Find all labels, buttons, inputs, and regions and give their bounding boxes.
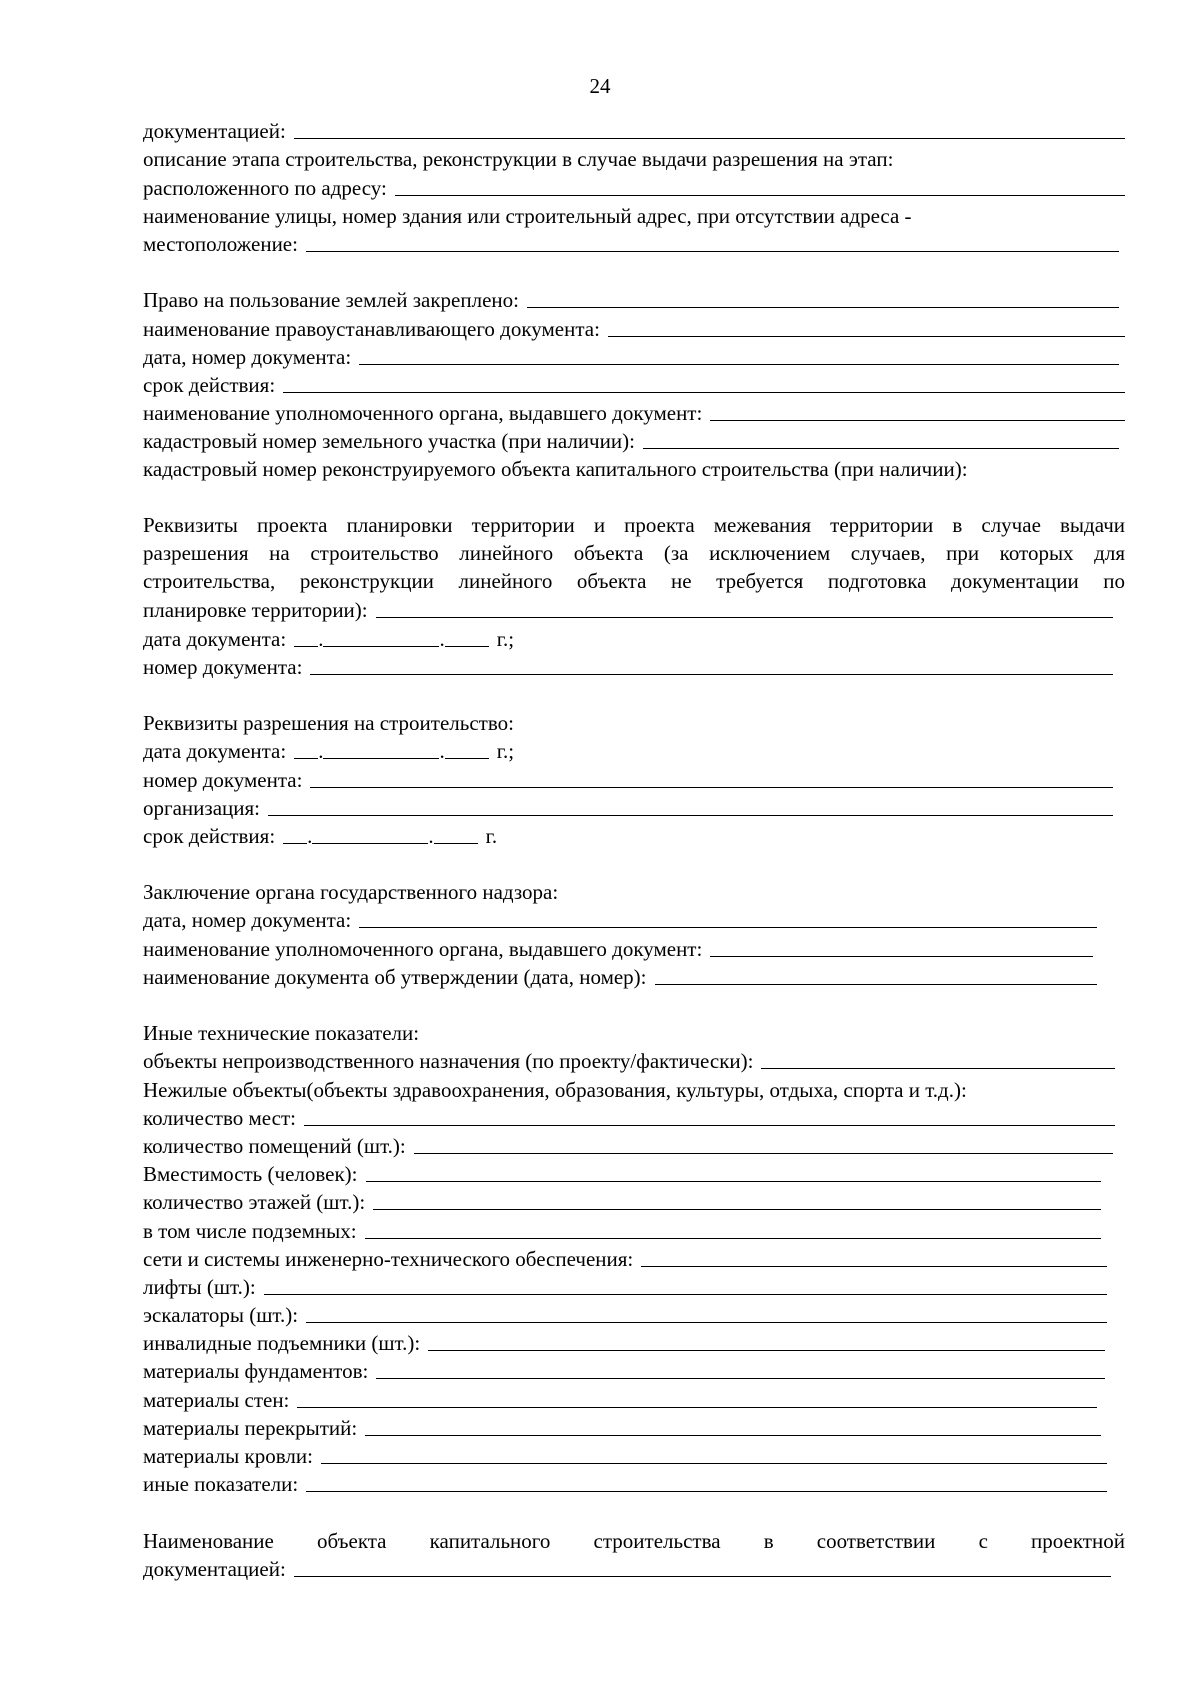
label: кадастровый номер земельного участка (при наличии): (143, 429, 635, 454)
blank-field[interactable] (306, 1471, 1107, 1492)
word: в (763, 1528, 774, 1553)
day-field[interactable] (294, 626, 318, 647)
blank-field[interactable] (373, 1189, 1101, 1210)
label: кадастровый номер реконструируемого объекта капитального строительства (при наличии): (143, 457, 968, 482)
row-cadastral-object (143, 454, 1125, 482)
word: объекта (316, 1528, 387, 1553)
year-field[interactable] (434, 823, 478, 844)
row-supervision-title (143, 877, 1125, 905)
month-field[interactable] (312, 823, 428, 844)
row-street-name (143, 201, 1125, 229)
planning-paragraph-line: строительства, реконструкции линейного объекта не требуется подготовка документации по (143, 569, 1125, 593)
blank-field[interactable] (294, 1556, 1111, 1577)
blank-field[interactable] (321, 1443, 1107, 1464)
label: Вместимость (человек): (143, 1162, 358, 1187)
row-stage-description (143, 144, 1125, 172)
label: дата документа: (143, 626, 287, 651)
label: инвалидные подъемники (шт.): (143, 1331, 421, 1356)
row-floor-materials (143, 1413, 1125, 1441)
label: наименование улицы, номер здания или строительный адрес, при отсутствии адреса - (143, 203, 912, 228)
label: местоположение: (143, 231, 298, 256)
row-authority (143, 398, 1125, 426)
row-walls (143, 1384, 1125, 1412)
blank-field[interactable] (306, 231, 1119, 252)
label: документацией: (143, 1556, 286, 1581)
row-supervision-date-number (143, 905, 1125, 933)
label: объекты непроизводственного назначения (по проекту/фактически): (143, 1049, 754, 1074)
day-field[interactable] (294, 738, 318, 759)
section-title: Реквизиты разрешения на строительство: (143, 711, 514, 736)
label: наименование уполномоченного органа, выдавшего документ: (143, 936, 703, 961)
label: организация: (143, 795, 260, 820)
row-address (143, 172, 1125, 200)
blank-field[interactable] (359, 344, 1119, 365)
row-permit-title (143, 708, 1125, 736)
row-object-name (143, 1525, 1125, 1553)
label: лифты (шт.): (143, 1274, 256, 1299)
row-underground (143, 1215, 1125, 1243)
blank-field[interactable] (365, 1415, 1101, 1436)
row-validity (143, 370, 1125, 398)
row-supervision-authority (143, 933, 1125, 961)
label: срок действия: (143, 823, 276, 848)
row-rooms (143, 1131, 1125, 1159)
word: с (978, 1528, 988, 1553)
label: Нежилые объекты(объекты здравоохранения, образования, культуры, отдыха, спорта и т.д.): (143, 1077, 967, 1102)
blank-field[interactable] (310, 654, 1113, 675)
year-suffix: г. (485, 823, 498, 848)
section-title: Иные технические показатели: (143, 1021, 420, 1046)
label: расположенного по адресу: (143, 175, 387, 200)
row-permit-validity: срок действия: . . г. (143, 823, 498, 848)
blank-field[interactable] (428, 1330, 1105, 1351)
year-suffix: г.; (496, 626, 515, 651)
label: в том числе подземных: (143, 1218, 357, 1243)
row-permit-number (143, 764, 1125, 792)
label: количество помещений (шт.): (143, 1133, 406, 1158)
row-date-number (143, 342, 1125, 370)
row-non-production (143, 1046, 1125, 1074)
row-technical-title (143, 1018, 1125, 1046)
label: сети и системы инженерно-технического обеспечения: (143, 1246, 634, 1271)
row-other (143, 1469, 1125, 1497)
blank-field[interactable] (527, 287, 1119, 308)
label: номер документа: (143, 767, 303, 792)
word: Наименование (143, 1528, 274, 1553)
blank-field[interactable] (655, 964, 1097, 985)
blank-field[interactable] (641, 1246, 1107, 1267)
form-body (143, 116, 1125, 1582)
label: наименование правоустанавливающего документа: (143, 316, 600, 341)
blank-field[interactable] (365, 1218, 1101, 1239)
word: проектной (1031, 1528, 1125, 1553)
row-capacity (143, 1159, 1125, 1187)
row-supervision-approval (143, 962, 1125, 990)
label: номер документа: (143, 654, 303, 679)
label: наименование документа об утверждении (дата, номер): (143, 964, 647, 989)
word: капитального (429, 1528, 551, 1553)
label: количество этажей (шт.): (143, 1190, 366, 1215)
row-escalators (143, 1300, 1125, 1328)
blank-field[interactable] (710, 400, 1125, 421)
row-project-documentation (143, 1554, 1125, 1582)
section-title: Заключение органа государственного надзора: (143, 880, 559, 905)
row-roof (143, 1441, 1125, 1469)
blank-field[interactable] (761, 1048, 1115, 1069)
planning-paragraph-line: Реквизиты проекта планировки территории и проекта межевания территории в случае выдачи (143, 512, 1125, 537)
blank-field[interactable] (710, 936, 1093, 957)
section-title: Право на пользование землей закреплено: (143, 288, 519, 313)
label: описание этапа строительства, реконструкции в случае выдачи разрешения на этап: (143, 147, 894, 172)
blank-field[interactable] (268, 795, 1113, 816)
label: материалы перекрытий: (143, 1415, 358, 1440)
row-non-residential (143, 1074, 1125, 1102)
blank-field[interactable] (414, 1133, 1113, 1154)
word: соответствии (816, 1528, 936, 1553)
page-number: 24 (589, 74, 611, 98)
blank-field[interactable] (395, 175, 1125, 196)
label: дата, номер документа: (143, 908, 352, 933)
row-elevators (143, 1272, 1125, 1300)
row-land-rights (143, 285, 1125, 313)
day-field[interactable] (283, 823, 307, 844)
year-field[interactable] (445, 626, 489, 647)
label: эскалаторы (шт.): (143, 1303, 299, 1328)
blank-field[interactable] (283, 372, 1125, 393)
row-planning-number (143, 652, 1125, 680)
label: документацией: (143, 119, 286, 144)
label: дата документа: (143, 739, 287, 764)
blank-field[interactable] (376, 597, 1113, 618)
label: количество мест: (143, 1105, 296, 1130)
month-field[interactable] (323, 738, 439, 759)
label: планировке территории): (143, 598, 368, 623)
blank-field[interactable] (304, 1105, 1115, 1126)
row-permit-date: дата документа: . . г.; (143, 739, 515, 764)
month-field[interactable] (323, 626, 439, 647)
label: иные показатели: (143, 1472, 299, 1497)
label: срок действия: (143, 372, 276, 397)
label: наименование уполномоченного органа, выдавшего документ: (143, 401, 703, 426)
blank-field[interactable] (376, 1358, 1105, 1379)
blank-field[interactable] (366, 1161, 1101, 1182)
row-networks (143, 1244, 1125, 1272)
blank-field[interactable] (643, 428, 1119, 449)
blank-field[interactable] (294, 118, 1125, 139)
label: дата, номер документа: (143, 344, 352, 369)
row-documentation (143, 116, 1125, 144)
row-planning-date: дата документа: . . г.; (143, 626, 515, 651)
word: строительства (593, 1528, 721, 1553)
row-lifts-disabled (143, 1328, 1125, 1356)
row-planning-territory (143, 595, 1125, 623)
blank-field[interactable] (310, 767, 1113, 788)
row-seats (143, 1103, 1125, 1131)
row-foundations (143, 1356, 1125, 1384)
year-field[interactable] (445, 738, 489, 759)
row-permit-organization (143, 793, 1125, 821)
blank-field[interactable] (359, 907, 1097, 928)
label: материалы стен: (143, 1387, 290, 1412)
row-floors (143, 1187, 1125, 1215)
row-title-document (143, 313, 1125, 341)
year-suffix: г.; (496, 739, 515, 764)
planning-paragraph-line: разрешения на строительство линейного объекта (за исключением случаев, при которых для (143, 540, 1125, 565)
blank-field[interactable] (264, 1274, 1107, 1295)
label: материалы кровли: (143, 1444, 313, 1468)
label: материалы фундаментов: (143, 1359, 369, 1384)
row-cadastral-land (143, 426, 1125, 454)
blank-field[interactable] (608, 316, 1125, 337)
blank-field[interactable] (306, 1302, 1107, 1323)
blank-field[interactable] (297, 1387, 1097, 1408)
row-location (143, 229, 1125, 257)
